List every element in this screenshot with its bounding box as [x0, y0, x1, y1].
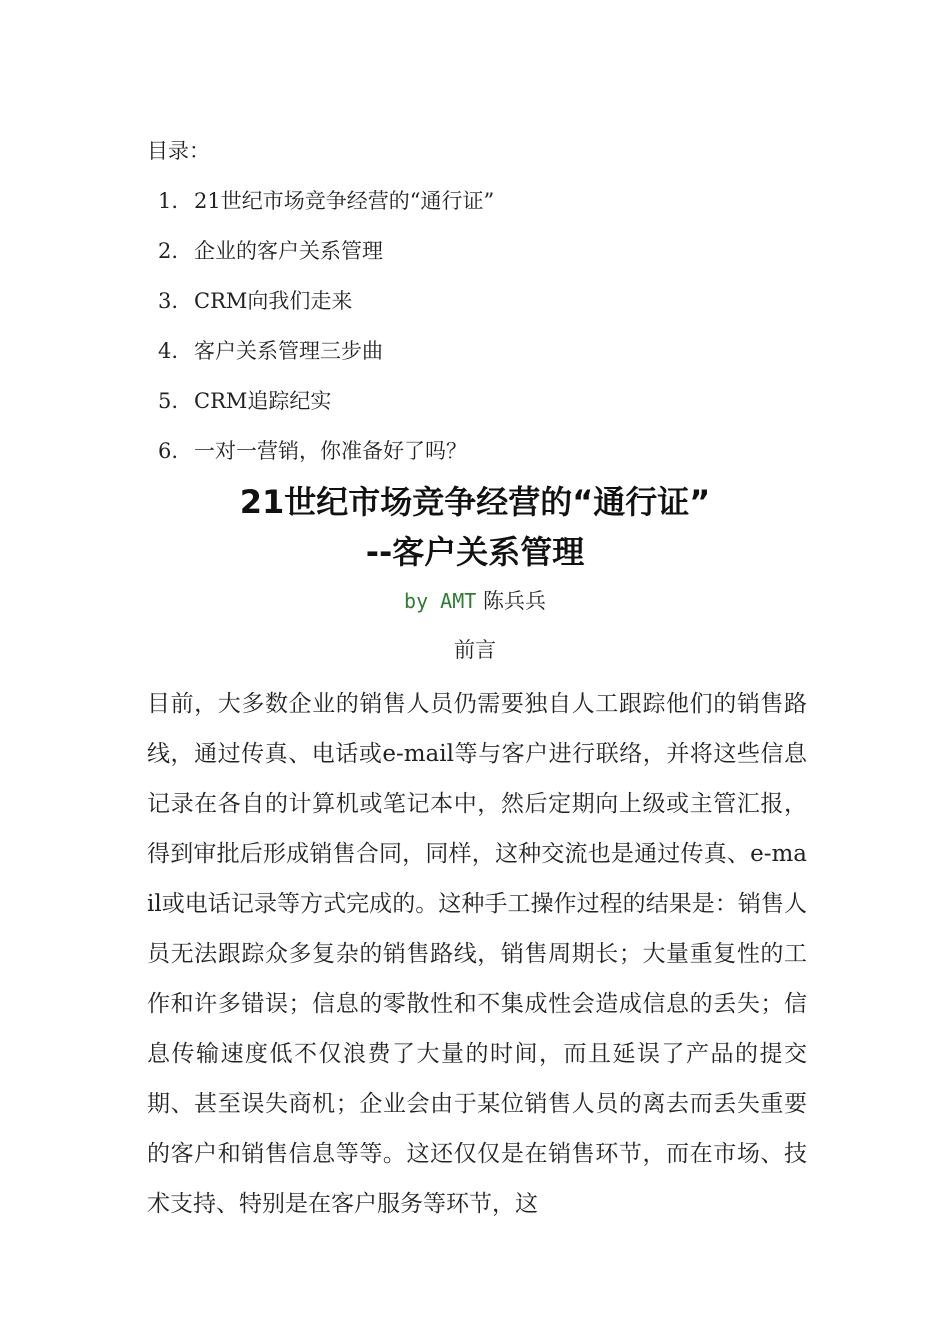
- toc-item: [158, 336, 494, 386]
- toc-item-number: 3.: [158, 289, 179, 313]
- toc-item-number: 2.: [158, 239, 179, 263]
- toc-item-number: 4.: [158, 339, 179, 363]
- article-subtitle: --客户关系管理: [365, 533, 585, 571]
- toc-item-label: CRM向我们走来: [194, 289, 353, 313]
- body-paragraph: 目前，大多数企业的销售人员仍需要独自人工跟踪他们的销售路线，通过传真、电话或e-mail等与客户进行联络，并将这些信息记录在各自的计算机或笔记本中，然后定期向上级或主管汇报，得到审批后形成销售合同，同样，这种交流也是通过传真、e-mail或电话记录等方式完成的。这种手工操作过程的结果是：销售人员无法跟踪众多复杂的销售路线，销售周期长；大量重复性的工作和许多错误；信息的零散性和不集成性会造成信息的丢失；信息传输速度低不仅浪费了大量的时间，而且延误了产品的提交期、甚至误失商机；企业会由于某位销售人员的离去而丢失重要的客户和销售信息等等。这还仅仅是在销售环节，而在市场、技术支持、特别是在客户服务等环节，这: [147, 691, 807, 1217]
- byline-author: 陈兵兵: [482, 589, 546, 613]
- toc-item-label: 企业的客户关系管理: [194, 239, 383, 263]
- toc-item-label: 客户关系管理三步曲: [194, 339, 383, 363]
- article-title: 21世纪市场竞争经营的“通行证”: [239, 483, 711, 521]
- byline-org: by AMT: [404, 589, 477, 613]
- toc-item-label: CRM追踪纪实: [194, 389, 332, 413]
- toc-item-label: 21世纪市场竞争经营的“通行证”: [194, 189, 495, 213]
- toc-item: [158, 386, 494, 436]
- toc-item: [158, 186, 494, 236]
- table-of-contents: [158, 186, 494, 486]
- toc-item-label: 一对一营销，你准备好了吗？: [194, 439, 467, 463]
- toc-item-number: 1.: [158, 189, 179, 213]
- section-heading: 前言: [454, 638, 496, 662]
- toc-item: [158, 436, 494, 486]
- toc-item-number: 5.: [158, 389, 179, 413]
- toc-item-number: 6.: [158, 439, 179, 463]
- toc-item: [158, 286, 494, 336]
- toc-item: [158, 236, 494, 286]
- byline: [0, 586, 950, 616]
- toc-heading: 目录：: [147, 139, 210, 163]
